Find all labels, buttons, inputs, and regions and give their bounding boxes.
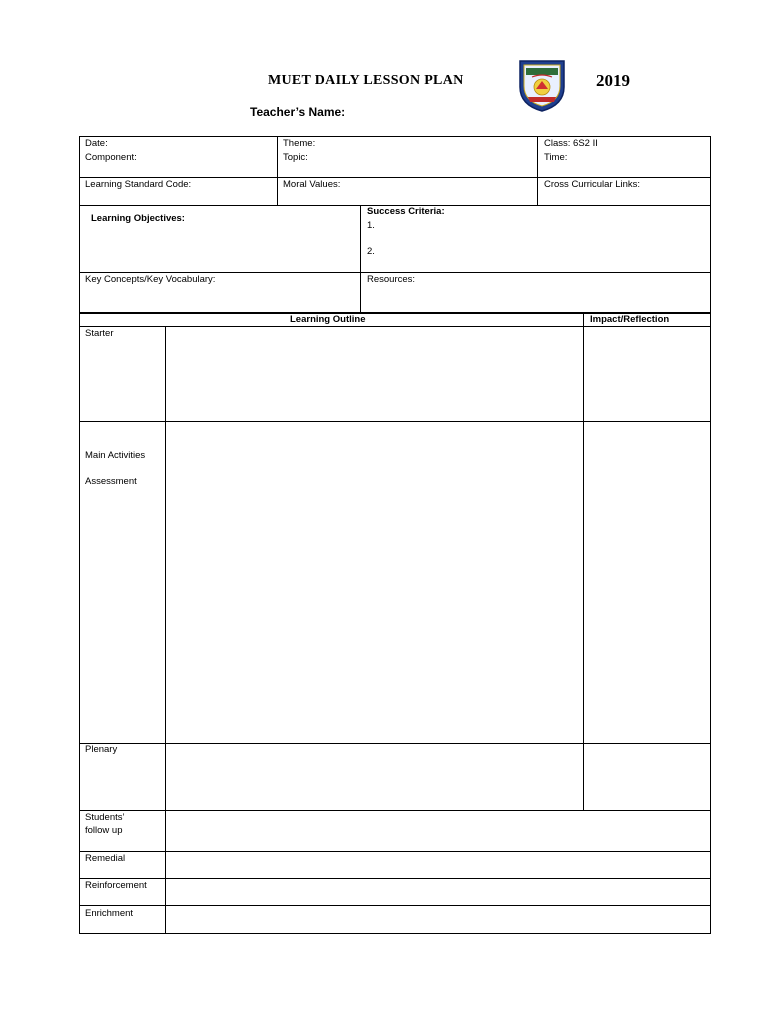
enrichment-label: Enrichment bbox=[85, 908, 134, 919]
moral-values-label: Moral Values: bbox=[283, 179, 341, 190]
component-label: Component: bbox=[85, 152, 137, 163]
main-activities-label: Main Activities bbox=[85, 450, 146, 461]
students-follow-up-label-line2: follow up bbox=[85, 825, 123, 836]
resources-label: Resources: bbox=[367, 274, 416, 285]
key-concepts-label: Key Concepts/Key Vocabulary: bbox=[85, 274, 216, 285]
page-title: MUET DAILY LESSON PLAN bbox=[268, 73, 464, 88]
lesson-info-table bbox=[79, 136, 711, 206]
assessment-label: Assessment bbox=[85, 476, 137, 487]
plenary-label: Plenary bbox=[85, 744, 118, 755]
impact-reflection-header: Impact/Reflection bbox=[590, 314, 670, 325]
remedial-label: Remedial bbox=[85, 853, 126, 864]
time-label: Time: bbox=[544, 152, 568, 163]
cross-curricular-label: Cross Curricular Links: bbox=[544, 179, 641, 190]
teacher-name-label: Teacher’s Name: bbox=[250, 105, 346, 119]
students-follow-up-label-line1: Students’ bbox=[85, 812, 125, 823]
year-label: 2019 bbox=[596, 71, 630, 90]
learning-outline-table bbox=[79, 313, 711, 934]
school-crest-icon bbox=[516, 57, 568, 113]
success-criteria-item-2: 2. bbox=[367, 246, 375, 257]
reinforcement-label: Reinforcement bbox=[85, 880, 147, 891]
success-criteria-item-1: 1. bbox=[367, 220, 375, 231]
theme-label: Theme: bbox=[283, 138, 316, 149]
starter-label: Starter bbox=[85, 328, 114, 339]
class-label: Class: 6S2 II bbox=[544, 138, 598, 149]
success-criteria-label: Success Criteria: bbox=[367, 206, 445, 217]
learning-standard-label: Learning Standard Code: bbox=[85, 179, 192, 190]
date-label: Date: bbox=[85, 138, 108, 149]
learning-objectives-label: Learning Objectives: bbox=[91, 213, 185, 224]
topic-label: Topic: bbox=[283, 152, 308, 163]
learning-outline-header: Learning Outline bbox=[290, 314, 366, 325]
